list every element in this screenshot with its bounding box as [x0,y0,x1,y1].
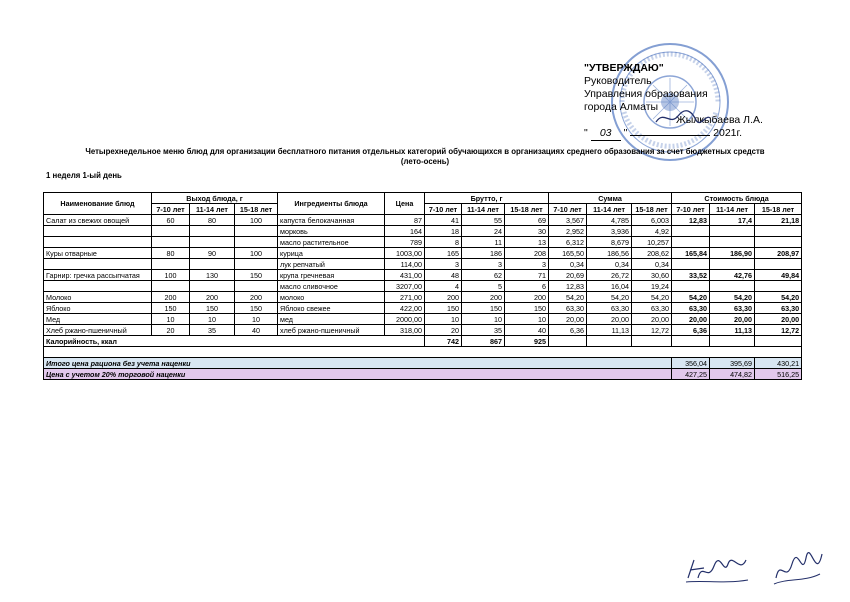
brutto-value: 71 [505,270,549,281]
dish-name: Мед [44,314,152,325]
table-row [44,215,802,226]
total-no-markup-row [44,358,802,369]
output-value [152,281,190,292]
output-value: 80 [152,248,190,259]
brutto-value: 3 [462,259,505,270]
sum-value: 63,30 [549,303,587,314]
brutto-value: 30 [505,226,549,237]
sum-value: 54,20 [549,292,587,303]
menu-table [43,192,802,380]
cost-value: 12,72 [755,325,802,336]
ingredient-name: масло сливочное [278,281,385,292]
ingredient-name: морковь [278,226,385,237]
price-value: 789 [385,237,425,248]
table-row [44,270,802,281]
cost-value: 6,36 [672,325,710,336]
brutto-value: 150 [505,303,549,314]
brutto-value: 6 [505,281,549,292]
brutto-value: 18 [425,226,462,237]
cost-value: 165,84 [672,248,710,259]
output-value [190,226,235,237]
brutto-value: 150 [425,303,462,314]
sum-value: 4,785 [587,215,632,226]
table-row [44,237,802,248]
output-value: 100 [152,270,190,281]
sum-value: 63,30 [587,303,632,314]
approval-day: 03 [591,127,621,141]
brutto-value: 150 [462,303,505,314]
cost-value [755,259,802,270]
age-header: 7-10 лет [549,204,587,215]
calories-value: 867 [462,336,505,347]
sum-value: 12,83 [549,281,587,292]
sum-value: 30,60 [632,270,672,281]
price-value: 87 [385,215,425,226]
output-value [235,226,278,237]
brutto-value: 40 [505,325,549,336]
output-value [152,237,190,248]
ingredient-name: курица [278,248,385,259]
cost-value [710,259,755,270]
dish-name: Молоко [44,292,152,303]
approval-title: "УТВЕРЖДАЮ" [584,62,664,74]
calories-row [44,336,802,347]
price-value: 431,00 [385,270,425,281]
price-value: 114,00 [385,259,425,270]
output-value: 10 [235,314,278,325]
sum-value: 54,20 [587,292,632,303]
output-value: 100 [235,215,278,226]
brutto-value: 200 [505,292,549,303]
approval-name: Жылкыбаева Л.А. [676,114,763,126]
cost-value: 63,30 [672,303,710,314]
output-value: 20 [152,325,190,336]
output-value: 80 [190,215,235,226]
sum-value: 186,56 [587,248,632,259]
total-no-markup-value: 430,21 [755,358,802,369]
output-value: 60 [152,215,190,226]
brutto-value: 10 [462,314,505,325]
total-markup-value: 516,25 [755,369,802,380]
cost-value: 12,83 [672,215,710,226]
price-value: 164 [385,226,425,237]
table-row [44,259,802,270]
sum-value: 0,34 [549,259,587,270]
output-value [152,259,190,270]
cost-value: 33,52 [672,270,710,281]
output-value: 200 [190,292,235,303]
brutto-value: 24 [462,226,505,237]
calories-value: 925 [505,336,549,347]
brutto-value: 3 [505,259,549,270]
sum-value: 20,00 [549,314,587,325]
brutto-value: 35 [462,325,505,336]
calories-label: Калорийность, ккал [44,336,425,347]
dish-header: Наименование блюд [44,193,152,215]
price-value: 3207,00 [385,281,425,292]
approval-date: " 03 " 2021г. [584,127,742,139]
sum-value: 6,36 [549,325,587,336]
cost-value [755,237,802,248]
sum-value: 26,72 [587,270,632,281]
output-value: 150 [235,303,278,314]
ingredient-name: хлеб ржано-пшеничный [278,325,385,336]
approval-department: Управления образования [584,88,708,100]
brutto-value: 62 [462,270,505,281]
brutto-value: 20 [425,325,462,336]
output-value: 90 [190,248,235,259]
ingredient-name: крупа гречневая [278,270,385,281]
output-value [235,237,278,248]
table-row [44,325,802,336]
cost-value [672,226,710,237]
sum-value: 2,952 [549,226,587,237]
price-header: Цена [385,193,425,215]
sum-value: 4,92 [632,226,672,237]
dish-name [44,237,152,248]
output-value: 200 [235,292,278,303]
dish-name [44,259,152,270]
table-row [44,303,802,314]
output-value: 35 [190,325,235,336]
cost-value [755,226,802,237]
sum-value: 8,679 [587,237,632,248]
age-header: 15-18 лет [755,204,802,215]
price-value: 2000,00 [385,314,425,325]
sum-value: 0,34 [632,259,672,270]
sum-value: 11,13 [587,325,632,336]
cost-value: 63,30 [710,303,755,314]
sum-value: 54,20 [632,292,672,303]
cost-value: 54,20 [755,292,802,303]
dish-name: Хлеб ржано-пшеничный [44,325,152,336]
cost-value: 20,00 [710,314,755,325]
table-row [44,292,802,303]
ingredient-name: мед [278,314,385,325]
cost-value [710,281,755,292]
age-header: 15-18 лет [632,204,672,215]
table-row [44,226,802,237]
brutto-value: 10 [505,314,549,325]
total-no-markup-label: Итого цена рациона без учета наценки [44,358,672,369]
sum-value: 63,30 [632,303,672,314]
brutto-value: 4 [425,281,462,292]
total-no-markup-value: 395,69 [710,358,755,369]
output-value: 10 [190,314,235,325]
output-value: 130 [190,270,235,281]
age-header: 11-14 лет [710,204,755,215]
ingredient-name: лук репчатый [278,259,385,270]
age-header: 7-10 лет [425,204,462,215]
approval-block [584,62,763,141]
output-value: 150 [190,303,235,314]
price-value: 422,00 [385,303,425,314]
approval-year: 2021г. [713,127,742,139]
cost-value: 54,20 [672,292,710,303]
cost-value [672,237,710,248]
cost-value [755,281,802,292]
dish-name [44,226,152,237]
cost-value: 20,00 [755,314,802,325]
signature-right [770,548,826,588]
director-signature [652,108,712,128]
table-row [44,248,802,259]
cost-value: 21,18 [755,215,802,226]
cost-value: 17,4 [710,215,755,226]
table-row [44,281,802,292]
brutto-value: 5 [462,281,505,292]
output-value [152,226,190,237]
brutto-value: 200 [462,292,505,303]
total-no-markup-value: 356,04 [672,358,710,369]
ingredient-name: масло растительное [278,237,385,248]
total-markup-row [44,369,802,380]
total-markup-value: 427,25 [672,369,710,380]
total-markup-value: 474,82 [710,369,755,380]
age-header: 11-14 лет [587,204,632,215]
brutto-header: Брутто, г [425,193,549,204]
dish-name: Яблоко [44,303,152,314]
output-value: 10 [152,314,190,325]
brutto-value: 186 [462,248,505,259]
sum-value: 6,312 [549,237,587,248]
dish-name [44,281,152,292]
dish-name: Салат из свежих овощей [44,215,152,226]
header-row [44,193,802,204]
price-value: 271,00 [385,292,425,303]
output-value [235,259,278,270]
cost-value: 20,00 [672,314,710,325]
brutto-value: 10 [425,314,462,325]
table-row [44,314,802,325]
document-title: Четырехнедельное меню блюд для организации бесплатного питания отдельных категорий обучающихся в организациях среднего образования за счет бюджетных средств (лето-осень) [85,147,765,166]
sum-value: 6,003 [632,215,672,226]
brutto-value: 208 [505,248,549,259]
sum-value: 208,62 [632,248,672,259]
sum-value: 0,34 [587,259,632,270]
week-label: 1 неделя 1-ый день [46,171,122,180]
total-markup-label: Цена с учетом 20% торговой наценки [44,369,672,380]
cost-value: 54,20 [710,292,755,303]
age-header: 15-18 лет [505,204,549,215]
cost-header: Стоимость блюда [672,193,802,204]
cost-value [672,259,710,270]
brutto-value: 3 [425,259,462,270]
output-value [190,237,235,248]
brutto-value: 41 [425,215,462,226]
cost-value: 11,13 [710,325,755,336]
output-header: Выход блюда, г [152,193,278,204]
sum-value: 20,00 [632,314,672,325]
approval-position: Руководитель [584,75,652,87]
cost-value [710,237,755,248]
output-value: 100 [235,248,278,259]
brutto-value: 48 [425,270,462,281]
brutto-value: 11 [462,237,505,248]
brutto-value: 200 [425,292,462,303]
brutto-value: 165 [425,248,462,259]
sum-value: 3,936 [587,226,632,237]
cost-value: 186,90 [710,248,755,259]
cost-value [710,226,755,237]
output-value: 150 [235,270,278,281]
sum-value: 16,04 [587,281,632,292]
dish-name: Гарнир: гречка рассыпчатая [44,270,152,281]
sum-header: Сумма [549,193,672,204]
cost-value: 208,97 [755,248,802,259]
brutto-value: 55 [462,215,505,226]
age-header: 11-14 лет [462,204,505,215]
price-value: 1003,00 [385,248,425,259]
output-value: 200 [152,292,190,303]
output-value [235,281,278,292]
calories-value: 742 [425,336,462,347]
cost-value: 49,84 [755,270,802,281]
age-header: 7-10 лет [152,204,190,215]
age-header: 11-14 лет [190,204,235,215]
output-value: 40 [235,325,278,336]
sum-value: 20,69 [549,270,587,281]
sum-value: 3,567 [549,215,587,226]
sum-value: 20,00 [587,314,632,325]
sum-value: 165,50 [549,248,587,259]
sum-value: 19,24 [632,281,672,292]
age-header: 7-10 лет [672,204,710,215]
output-value [190,259,235,270]
price-value: 318,00 [385,325,425,336]
sum-value: 12,72 [632,325,672,336]
output-value [190,281,235,292]
brutto-value: 69 [505,215,549,226]
age-header: 15-18 лет [235,204,278,215]
ingredient-name: молоко [278,292,385,303]
sum-value: 10,257 [632,237,672,248]
brutto-value: 13 [505,237,549,248]
brutto-value: 8 [425,237,462,248]
ingredients-header: Ингредиенты блюда [278,193,385,215]
approval-city: города Алматы [584,101,659,113]
ingredient-name: Яблоко свежее [278,303,385,314]
cost-value: 42,76 [710,270,755,281]
cost-value [672,281,710,292]
signature-left [684,552,750,586]
cost-value: 63,30 [755,303,802,314]
ingredient-name: капуста белокачанная [278,215,385,226]
dish-name: Куры отварные [44,248,152,259]
output-value: 150 [152,303,190,314]
